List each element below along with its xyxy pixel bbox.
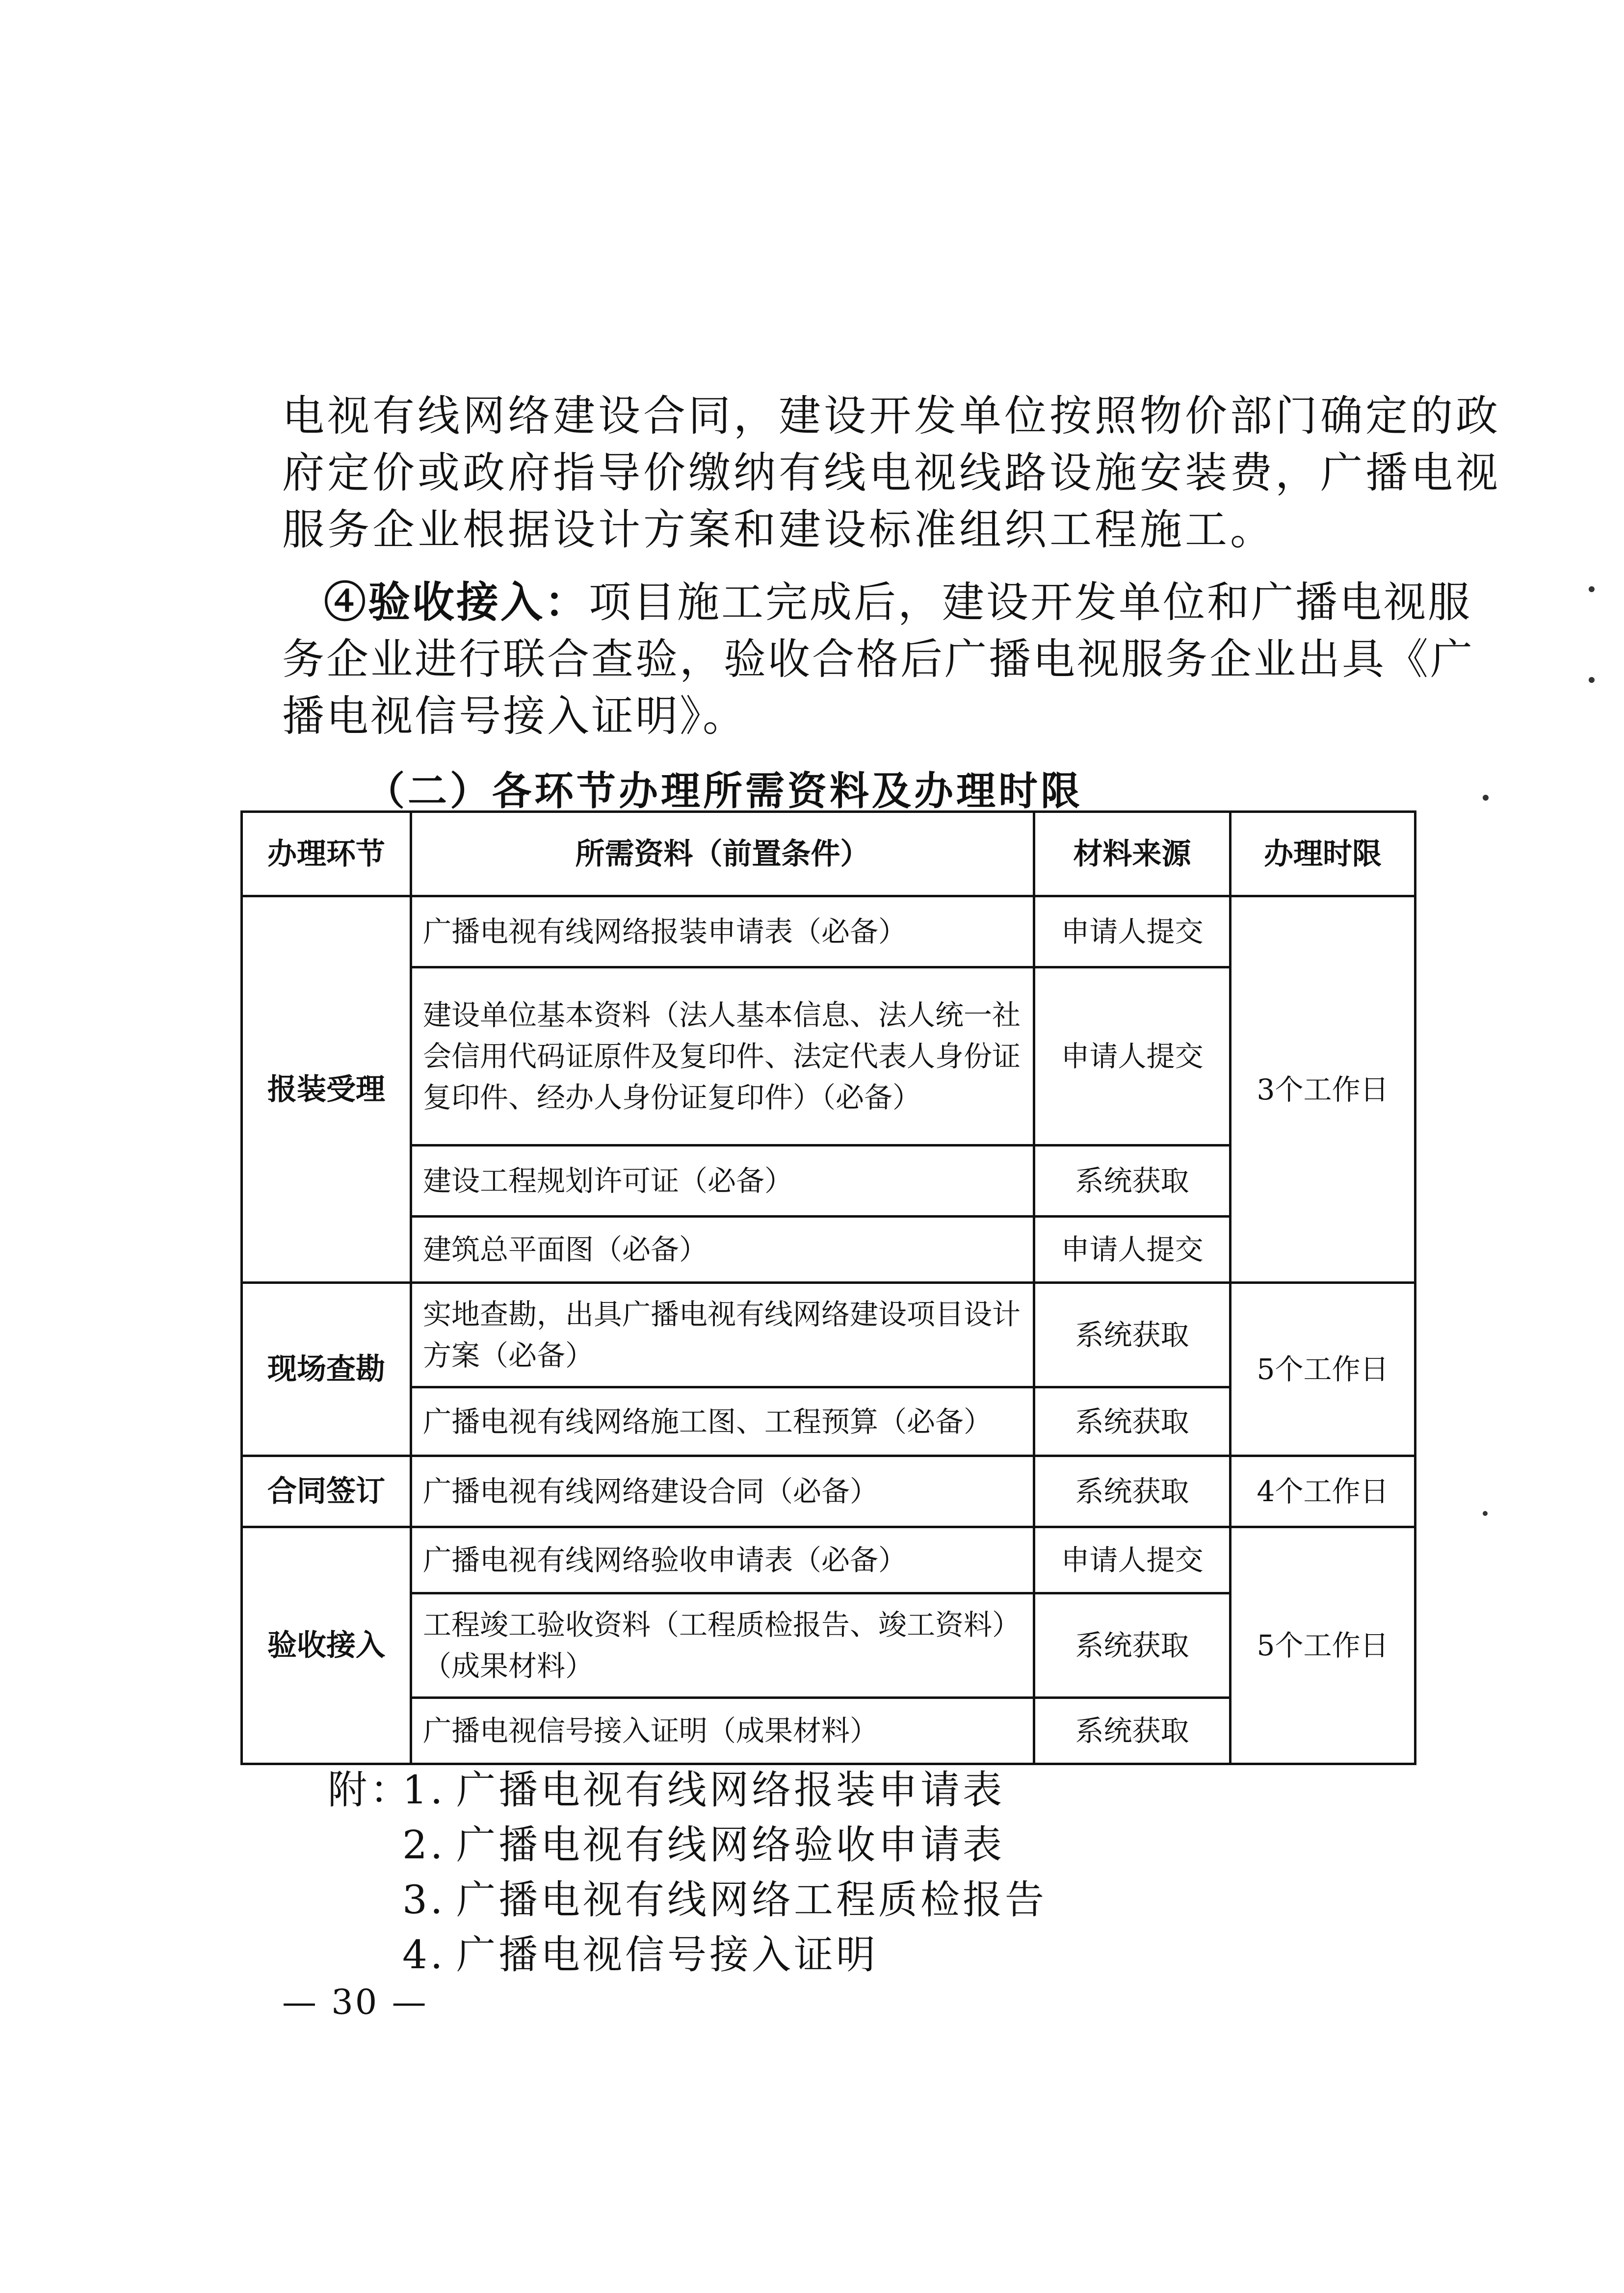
- page-number: — 30 —: [282, 1982, 428, 2022]
- header-source: 材料来源: [1034, 812, 1231, 896]
- source-cell: 申请人提交: [1034, 967, 1231, 1146]
- source-cell: 系统获取: [1034, 1146, 1231, 1217]
- scan-speck: [1589, 586, 1595, 592]
- item-number: 2.: [402, 1822, 446, 1868]
- paragraph-lead: ④验收接入：: [324, 577, 589, 627]
- time-limit-cell: 4个工作日: [1231, 1456, 1415, 1527]
- header-time-limit: 办理时限: [1231, 812, 1415, 896]
- material-cell: 广播电视有线网络建设合同（必备）: [411, 1456, 1034, 1527]
- material-cell: 广播电视有线网络验收申请表（必备）: [411, 1527, 1034, 1593]
- scan-speck: [1483, 795, 1489, 801]
- scan-speck: [1483, 1511, 1488, 1516]
- header-materials: 所需资料（前置条件）: [411, 812, 1034, 896]
- item-text: 广播电视信号接入证明: [456, 1932, 878, 1978]
- paragraph-acceptance: [282, 574, 1474, 745]
- material-cell: 建设工程规划许可证（必备）: [411, 1146, 1034, 1217]
- attachments-label: 附：: [328, 1767, 412, 1813]
- material-cell: 工程竣工验收资料（工程质检报告、竣工资料）（成果材料）: [411, 1593, 1034, 1698]
- source-cell: 系统获取: [1034, 1698, 1231, 1764]
- time-limit-cell: 5个工作日: [1231, 1527, 1415, 1764]
- header-stage: 办理环节: [242, 812, 411, 896]
- attachments-list: [328, 1763, 1047, 1982]
- source-cell: 申请人提交: [1034, 896, 1231, 967]
- table-row: [242, 1283, 1415, 1387]
- paragraph-construction-contract: [282, 388, 1501, 558]
- source-cell: 申请人提交: [1034, 1527, 1231, 1593]
- table-row: [242, 896, 1415, 967]
- list-item: [328, 1763, 1047, 1818]
- material-cell: 建设单位基本资料（法人基本信息、法人统一社会信用代码证原件及复印件、法定代表人身份证复印件、经办人身份证复印件）（必备）: [411, 967, 1034, 1146]
- material-cell: 广播电视有线网络报装申请表（必备）: [411, 896, 1034, 967]
- paragraph-line: 电视有线网络建设合同，建设开发单位按照物价部门确定的政: [282, 391, 1501, 441]
- paragraph-line: 务企业进行联合查验，验收合格后广播电视服务企业出具《广: [282, 635, 1474, 684]
- material-cell: 广播电视信号接入证明（成果材料）: [411, 1698, 1034, 1764]
- item-text: 广播电视有线网络验收申请表: [456, 1822, 1005, 1868]
- item-text: 广播电视有线网络工程质检报告: [456, 1877, 1047, 1923]
- stage-cell: 验收接入: [242, 1527, 411, 1764]
- source-cell: 系统获取: [1034, 1283, 1231, 1387]
- list-item: [328, 1818, 1047, 1873]
- paragraph-line: 府定价或政府指导价缴纳有线电视线路设施安装费，广播电视: [282, 448, 1501, 497]
- item-text: 广播电视有线网络报装申请表: [456, 1767, 1005, 1813]
- paragraph-line: [282, 574, 1472, 631]
- source-cell: 系统获取: [1034, 1387, 1231, 1456]
- item-number: 1.: [402, 1767, 446, 1813]
- source-cell: 系统获取: [1034, 1593, 1231, 1698]
- stage-cell: 合同签订: [242, 1456, 411, 1527]
- source-cell: 申请人提交: [1034, 1217, 1231, 1283]
- table-row: [242, 1527, 1415, 1593]
- paragraph-text: 项目施工完成后，建设开发单位和广播电视服: [589, 578, 1472, 627]
- time-limit-cell: 3个工作日: [1231, 896, 1415, 1283]
- stage-cell: 报装受理: [242, 896, 411, 1283]
- paragraph-line: 服务企业根据设计方案和建设标准组织工程施工。: [282, 505, 1275, 554]
- time-limit-cell: 5个工作日: [1231, 1283, 1415, 1456]
- material-cell: 建筑总平面图（必备）: [411, 1217, 1034, 1283]
- paragraph-line: 播电视信号接入证明》。: [282, 692, 747, 741]
- list-item: [328, 1873, 1047, 1928]
- table-row: [242, 1456, 1415, 1527]
- list-item: [328, 1928, 1047, 1982]
- material-cell: 广播电视有线网络施工图、工程预算（必备）: [411, 1387, 1034, 1456]
- item-number: 4.: [402, 1932, 446, 1978]
- source-cell: 系统获取: [1034, 1456, 1231, 1527]
- scan-speck: [1589, 677, 1595, 683]
- process-table: [240, 810, 1416, 1765]
- section-title: （二）各环节办理所需资料及办理时限: [366, 768, 1083, 814]
- table-header-row: [242, 812, 1415, 896]
- stage-cell: 现场查勘: [242, 1283, 411, 1456]
- item-number: 3.: [402, 1877, 446, 1923]
- material-cell: 实地查勘，出具广播电视有线网络建设项目设计方案（必备）: [411, 1283, 1034, 1387]
